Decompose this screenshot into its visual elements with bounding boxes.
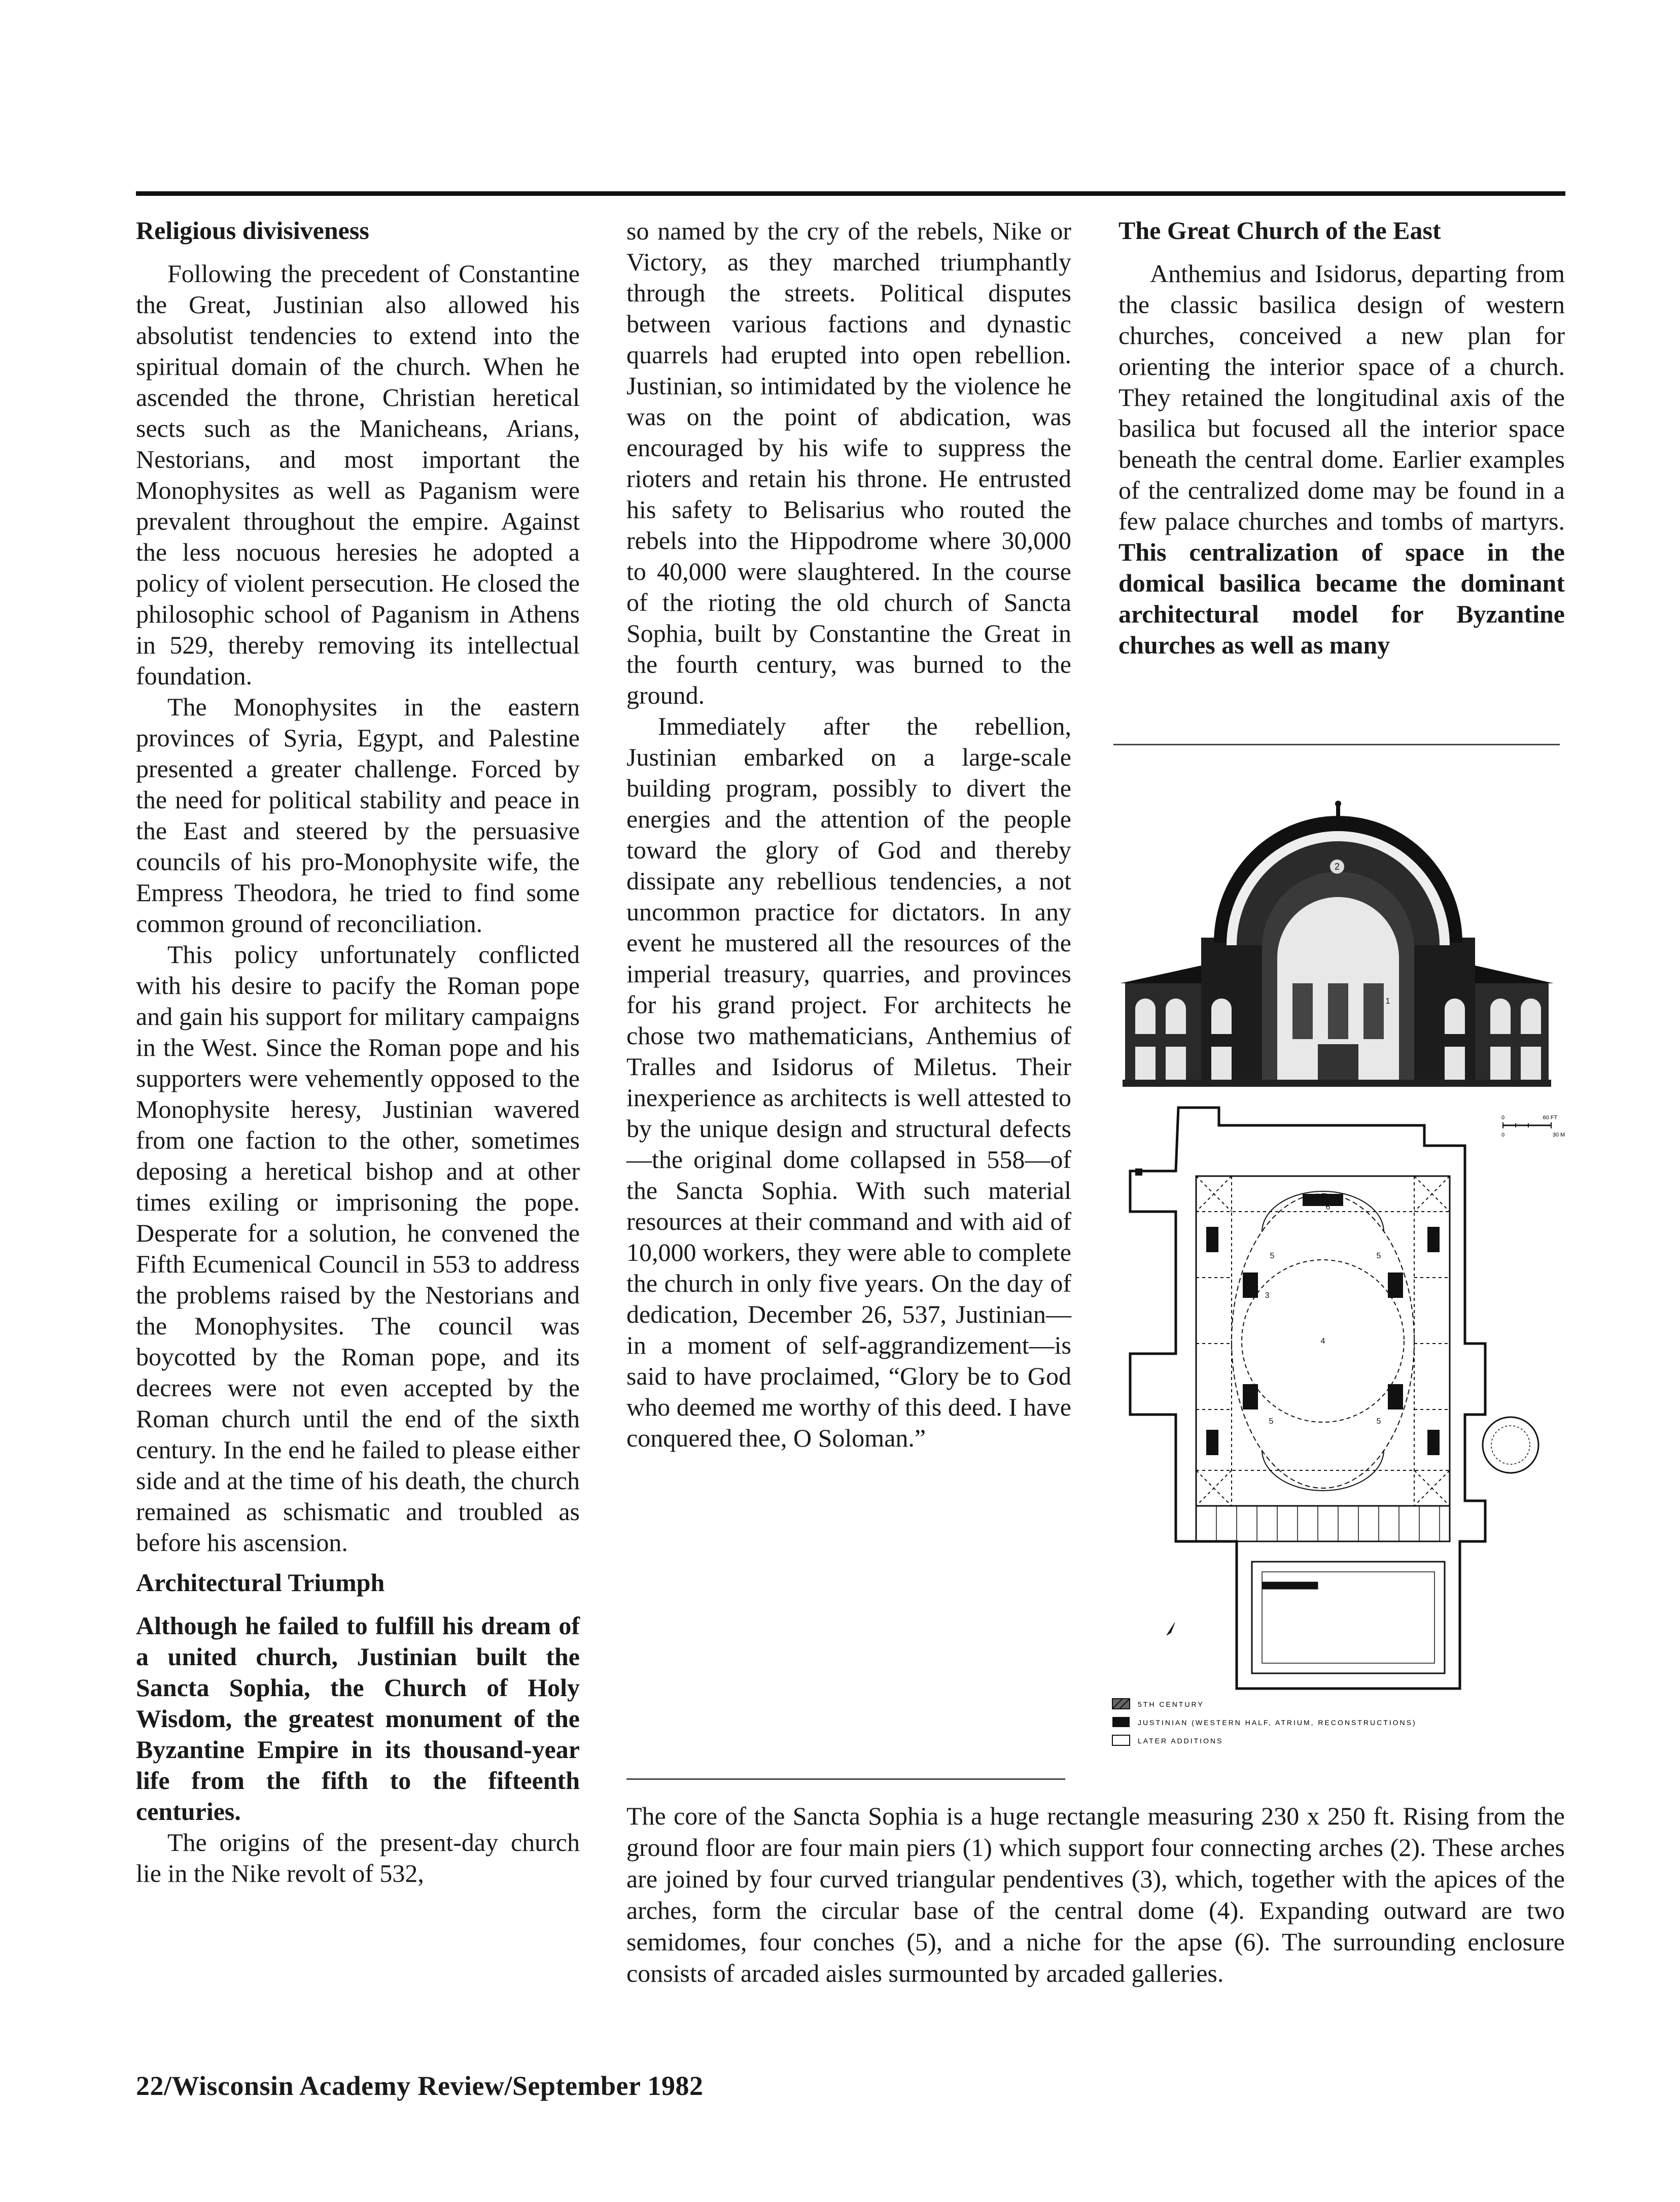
top-rule [136, 191, 1565, 196]
heading-architectural-triumph: Architectural Triumph [136, 1568, 385, 1597]
paragraph: Immediately after the rebellion, Justinian embarked on a large-scale building program, possibly to divert the energies and the attention of the people toward the glory of God and thereby dissipate any rebellious tendencies, a not uncommon practice for dictators. In any event he mustered all the resources of the imperial treasury, quarries, and provinces for his grand project. For architects he chose two mathematicians, Anthemius of Tralles and Isidorus of Miletus. Their inexperience as architects is well attested to by the unique design and structural defects—the original dome collapsed in 558—of the Sancta Sophia. With such material resources at their command and with aid of 10,000 workers, they were able to complete the church in only five years. On the day of dedication, December 26, 537, Justinian—in a moment of self-aggrandizement—is said to have proclaimed, “Glory be to God who deemed me worthy of this deed. I have conquered thee, O Soloman.” [626, 712, 1071, 1452]
paragraph-text: Anthemius and Isidorus, departing from the classic basilica design of western churches, conceived a new plan for orienting the interior space of a church. They retained the longitudinal axis of the basilica but focused all the interior space beneath the central dome. Earlier examples of the centralized dome may be found in a few palace churches and tombs of martyrs. [1118, 259, 1565, 535]
section-label-2: 2 [1334, 862, 1340, 872]
legend [1112, 1699, 1417, 1745]
section-label-1: 1 [1385, 997, 1390, 1006]
paragraph: The origins of the present-day church lie in the Nike revolt of 532, [136, 1828, 580, 1887]
plan-label-5a: 5 [1270, 1252, 1275, 1260]
figure-caption: The core of the Sancta Sophia is a huge rectangle measuring 230 x 250 ft. Rising from the ground floor are four main piers (1) which support four connecting arches (2). These arches are joined by four curved triangular pendentives (3), which, together with the apices of the arches, form the circular base of the central dome (4). Expanding outward are two semidomes, four conches (5), and a niche for the apse (6). The surrounding enclosure consists of arcaded aisles surmounted by arcaded galleries. [626, 1802, 1565, 1987]
scale-bar [1501, 1115, 1565, 1138]
paragraph [1118, 258, 1565, 661]
plan-label-5d: 5 [1376, 1417, 1381, 1426]
paragraph: The Monophysites in the eastern provinces of Syria, Egypt, and Palestine presented a greater challenge. Forced by the need for political stability and peace in the East and steered by the persuasive councils of his pro-Monophysite wife, the Empress Theodora, he tried to find some common ground of reconciliation. [136, 693, 580, 938]
caption-top-rule [626, 1778, 1065, 1780]
legend-later-additions: LATER ADDITIONS [1138, 1737, 1223, 1745]
plan-label-5b: 5 [1376, 1252, 1381, 1260]
page-footer: 22/Wisconsin Academy Review/September 1982 [136, 2071, 704, 2101]
scale-m-label: 30 M [1552, 1132, 1565, 1138]
scale-ft-label: 60 FT [1543, 1115, 1558, 1121]
cross-section-drawing [1120, 801, 1554, 1087]
figure-top-rule [1113, 744, 1560, 745]
legend-justinian: JUSTINIAN (WESTERN HALF, ATRIUM, RECONSTRUCTIONS) [1138, 1718, 1417, 1727]
column-1 [136, 212, 580, 1889]
legend-5th-century: 5TH CENTURY [1138, 1700, 1204, 1708]
paragraph-bold-text: This centralization of space in the domical basilica became the dominant architectural model for Byzantine churches as well as many [1118, 538, 1565, 659]
scale-zero: 0 [1501, 1115, 1505, 1121]
plan-label-4: 4 [1320, 1337, 1325, 1346]
hagia-sophia-figure [1110, 770, 1566, 1749]
plan-label-6: 6 [1325, 1203, 1331, 1212]
lead-paragraph: Although he failed to fulfill his dream of a united church, Justinian built the Sancta Sophia, the Church of Holy Wisdom, the greatest monument of the Byzantine Empire in its thousand-year life from the fifth to the fifteenth centuries. [136, 1611, 580, 1826]
paragraph: Following the precedent of Constantine the Great, Justinian also allowed his absolutist tendencies to extend into the spiritual domain of the church. When he ascended the throne, Christian heretical sects such as the Manicheans, Arians, Nestorians, and most important the Monophysites as well as Paganism were prevalent throughout the empire. Against the less nocuous heresies he adopted a policy of violent persecution. He closed the philosophic school of Paganism in Athens in 529, thereby removing its intellectual foundation. [136, 259, 580, 690]
plan-label-5c: 5 [1269, 1417, 1274, 1426]
plan-label-3: 3 [1265, 1291, 1270, 1300]
paragraph: This policy unfortunately conflicted with his desire to pacify the Roman pope and gain his support for military campaigns in the West. Since the Roman pope and his supporters were vehemently opposed to the Monophysite heresy, Justinian wavered from one faction to the other, sometimes deposing a heretical bishop and at other times exiling or imprisoning the pope. Desperate for a solution, he convened the Fifth Ecumenical Council in 553 to address the problems raised by the Nestorians and the Monophysites. The council was boycotted by the Roman pope, and its decrees were not even accepted by the Roman church until the end of the sixth century. In the end he failed to please either side and at the time of his death, the church remained as schismatic and troubled as before his ascension. [136, 940, 580, 1557]
column-3 [1118, 212, 1565, 661]
heading-religious-divisiveness: Religious divisiveness [136, 216, 369, 245]
floor-plan-drawing [1130, 1108, 1538, 1689]
heading-great-church: The Great Church of the East [1118, 216, 1441, 245]
scale-zero-m: 0 [1501, 1132, 1505, 1138]
column-2 [626, 216, 1071, 1454]
paragraph: so named by the cry of the rebels, Nike or Victory, as they marched triumphantly through the streets. Political disputes between various factions and dynastic quarrels had erupted into open rebellion. Justinian, so intimidated by the violence he was on the point of abdication, was encouraged by his wife to suppress the rioters and retain his throne. He entrusted his safety to Belisarius who routed the rebels into the Hippodrome where 30,000 to 40,000 were slaughtered. In the course of the rioting the old church of Sancta Sophia, built by Constantine the Great in the fourth century, was burned to the ground. [626, 217, 1071, 709]
